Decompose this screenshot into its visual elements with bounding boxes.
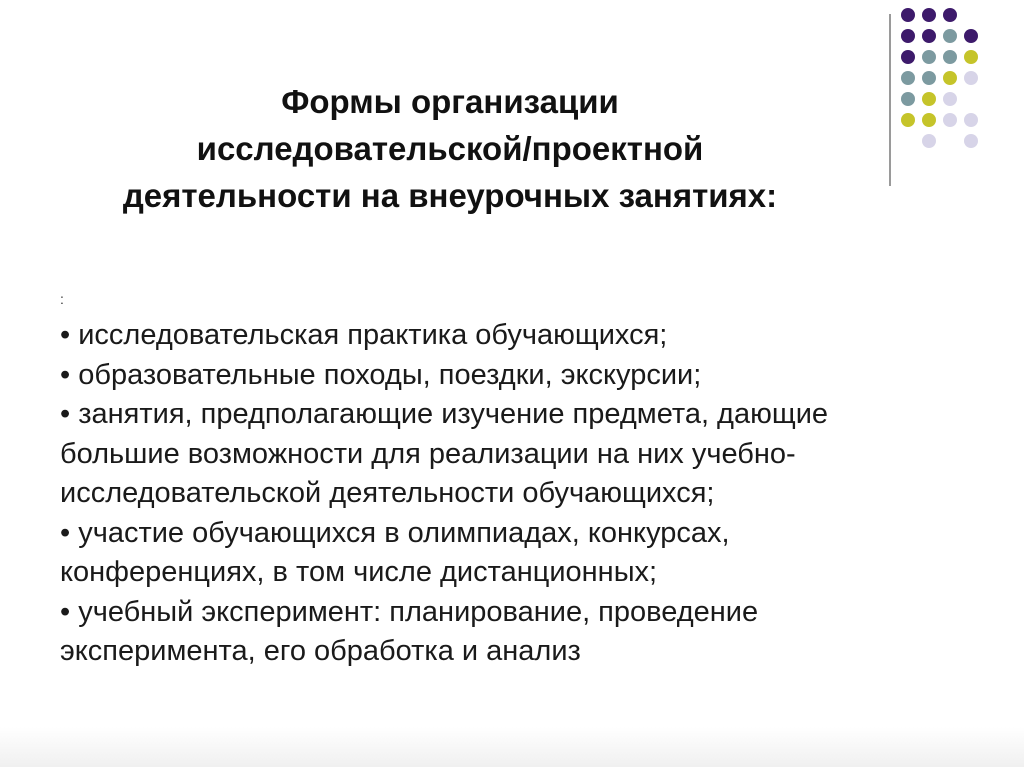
decorative-dot <box>901 113 915 127</box>
title-line-1: Формы организации <box>281 83 619 120</box>
decorative-dot <box>922 8 936 22</box>
body-line-1: • исследовательская практика обучающихся; <box>60 319 668 351</box>
colon-marker: : <box>60 291 64 307</box>
decorative-dot <box>901 8 915 22</box>
body-line-3: • занятия, предполагающие изучение предмета, дающие <box>60 398 829 430</box>
decorative-dot <box>964 113 978 127</box>
decorative-dot <box>901 92 915 106</box>
decorative-dot <box>901 50 915 64</box>
body-line-9: эксперимента, его обработка и анализ <box>60 635 581 667</box>
title-line-2: исследовательской/проектной <box>196 130 704 167</box>
decorative-dot <box>964 50 978 64</box>
decorative-dot <box>943 50 957 64</box>
decorative-dot <box>943 71 957 85</box>
decorative-dot <box>964 71 978 85</box>
decorative-dot <box>922 92 936 106</box>
decorative-dot <box>943 29 957 43</box>
decorative-dot <box>901 71 915 85</box>
body-line-6: • участие обучающихся в олимпиадах, конкурсах, <box>60 516 730 549</box>
slide-title <box>20 78 880 219</box>
body-line-5: исследовательской деятельности обучающихся; <box>60 477 715 509</box>
decorative-dot <box>922 113 936 127</box>
decorative-dot <box>943 8 957 22</box>
decorative-dot <box>922 71 936 85</box>
decorative-dot <box>922 29 936 43</box>
slide-body <box>60 282 1000 672</box>
bottom-shade <box>0 727 1024 767</box>
body-line-8: • учебный эксперимент: планирование, проведение <box>60 595 759 628</box>
decorative-dot <box>901 29 915 43</box>
vertical-divider <box>889 14 891 186</box>
body-line-4: большие возможности для реализации на них учебно- <box>60 437 796 470</box>
decorative-dot <box>922 50 936 64</box>
body-line-2: • образовательные походы, поездки, экскурсии; <box>60 358 702 391</box>
decorative-dot <box>964 134 978 148</box>
decorative-dot <box>943 92 957 106</box>
decorative-dot <box>922 134 936 148</box>
body-line-7: конференциях, в том числе дистанционных; <box>60 556 658 588</box>
title-line-3: деятельности на внеурочных занятиях: <box>122 177 778 214</box>
dot-grid-decoration <box>901 8 1011 168</box>
decorative-dot <box>964 29 978 43</box>
decorative-dot <box>943 113 957 127</box>
